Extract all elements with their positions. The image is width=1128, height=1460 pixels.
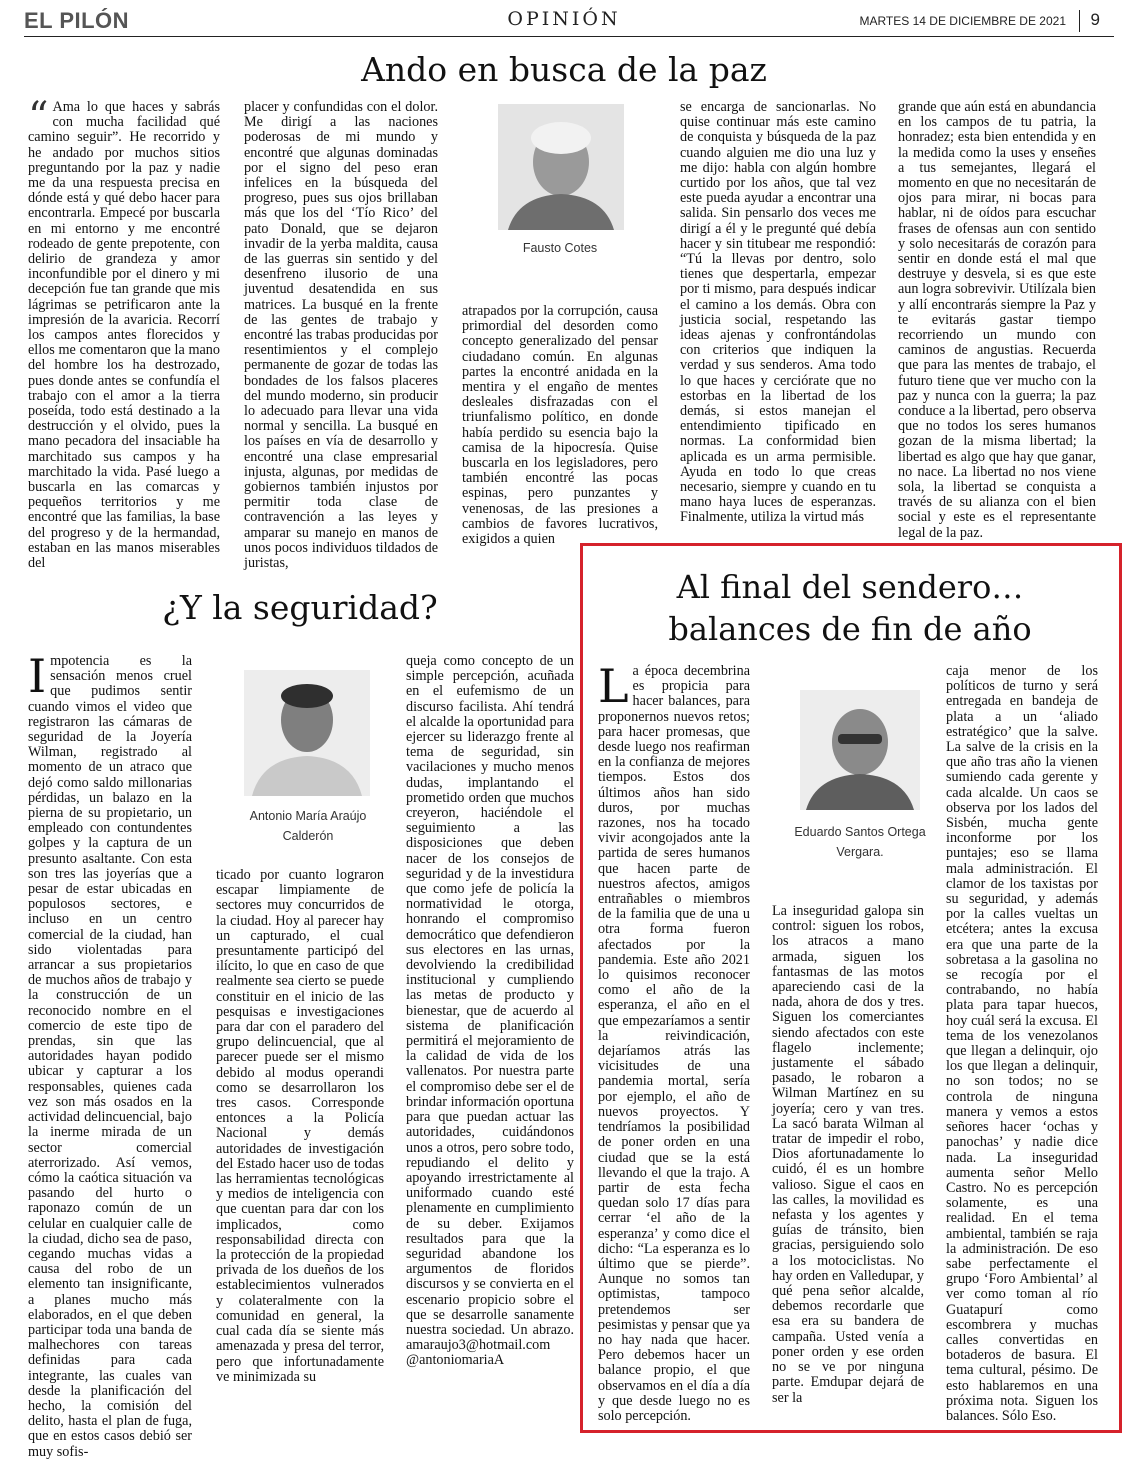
- article-2-column-2: ticado por cuanto lograron escapar limpiamente de sectores muy concurridos de la ciudad. Hoy al parecer hay un capturado, el cual presuntamente participó del ilícito, lo que en caso de que realmente sea cierto se puede constituir en el inicio de las pesquisas e investigaciones para dar con el paradero del grupo delincuencial, que al parecer puede ser el mismo debido al modus operandi como se desarrollaron los tres casos. Corresponde entonces a la Policía Nacional y demás autoridades de investigación del Estado hacer uso de todas las herramientas tecnológicas y medios de inteligencia con que cuentan para dar con los implicados, como responsabilidad directa con la protección de la propiedad privada de los dueños de los establecimientos vulnerados y colateralmente con la comunidad en general, la cual cada día se siente más amenazada y presa del terror, pero que infortunadamente ve minimizada su: [216, 867, 384, 1385]
- author-photo-fausto-cotes: [498, 104, 624, 230]
- article-3-title: Al final del sendero… balances de fin de año: [668, 568, 1032, 648]
- article-2-title: ¿Y la seguridad?: [162, 588, 438, 627]
- newspaper-logo: EL PILÓN: [24, 8, 130, 33]
- article-2-column-1: Impotencia es la sensación menos cruel que pudimos sentir cuando vimos el video que registraron las cámaras de seguridad de la Joyería Wilman, registrado al momento de un atraco que dejó como saldo millonarias pérdidas, un balazo en la pierna de su propietario, un empleado con contundentes golpes y la captura de un presunto asaltante. Con esta son tres las joyerías que a pesar de estar ubicadas en populosos sectores, e incluso en un centro comercial de la ciudad, han sido violentadas para arrancar a sus propietarios de muchos años de trabajo y la construcción de un reconocido nombre en el comercio de este tipo de prendas, sin que las autoridades hayan podido ubicar y capturar a los responsables, quienes cada vez son más osados en la actividad delincuencial, bajo la inerme mirada de un sector comercial aterrorizado. Así vemos, cómo la caótica situación va pasando del hurto o raponazo común de un celular en cualquier calle de la ciudad, dicho sea de paso, cegando muchas vidas a causa del robo de un elemento tan insignificante, a planes mucho más elaborados, en el que deben participar toda una banda de malhechores con tareas definidas para cada integrante, las cuales van desde la planificación del hecho, la comisión del delito, hasta el plan de fuga, que en estos casos debió ser muy sofis-: [28, 649, 192, 1460]
- drop-cap: L: [598, 659, 629, 713]
- article-1-column-1: “ Ama lo que haces y sabrás con mucha facilidad qué camino seguir”. He recorrido y he andado por muchos sitios preguntando por la paz y nadie me da una respuesta precisa en dónde está y qué debo hacer para encontrarla. Empecé por buscarla en mi entorno y me encontré rodeado de gente prepotente, con delirio de grandeza y amor inconfundible por el dinero y mi decepción fue tan grande que mis lágrimas se petrificaron ante la impresión de la avaricia. Recorrí los campos antes florecidos y ellos me comentaron que la mano del hombre los ha destrozado, pues donde antes se confundía el trabajo con el amor a la tierra poseída, todo está destinado a la destrucción y el olvido, pues la mano pecadora del insaciable ha marchitado sus campos y ha marchitado la vida. Pasé luego a buscarla en las comarcas y pequeños territorios y me encontré que las familias, la base del progreso y de la hermandad, estaban en las manos miserables del: [28, 94, 220, 572]
- author-photo-antonio-araujo: [244, 670, 370, 796]
- article-3-column-2: La inseguridad galopa sin control: siguen los robos, los atracos a mano armada, siguen los fantasmas de las motos apareciendo casi de la nada, ahora de dos y tres. Siguen los comerciantes siendo afectados con este flagelo inclemente; justamente el sábado pasado, le robaron a Wilman Martínez en su joyería; cero y van tres. La sacó barata Wilman al tratar de impedir el robo, Dios afortunadamente lo cuidó, él es un hombre valioso. Sigue el caos en las calles, la movilidad es nefasta y los agentes y guías de tránsito, bien gracias, persiguiendo solo a los motociclistas. No hay orden en Valledupar, y qué pena señor alcalde, debemos recordarle que esa era su bandera de campaña. Usted venía a poner orden y ese orden no se ve por ninguna parte. Emdupar dejará de ser la: [772, 903, 924, 1406]
- article-1-author: Fausto Cotes: [522, 241, 598, 255]
- article-1-column-5: grande que aún está en abundancia en los campos de tu patria, la honradez; esta bien entendida y en la medida como la uses y enseñes a tus semejantes, llegará el momento en que no necesitarán de ojos para mirar, ni bocas para hablar, ni de oídos para escuchar frases de ofensas aun con sentido y solo necesitarás de corazón para sentir en donde está el mal que destruye y desvela, si es que este aun logra sobrevivir. Utilízala bien y allí encontrarás siempre la Paz y te evitarás gastar tiempo recorriendo un mundo con caminos de angustias. Recuerda que para las mentes de trabajo, el futuro tiene que ver mucho con la paz y nunca con la guerra; la paz conduce a la libertad, pero observa que no todos los seres humanos gozan de la misma libertad; la libertad es algo que hay que ganar, no nace. La libertad no nos viene sola, la libertad se conquista a través de su alianza con el bien social y este es el representante legal de la paz.: [898, 99, 1096, 541]
- article-2-author: Antonio María Araújo Calderón: [249, 809, 367, 843]
- page-separator: [1079, 10, 1080, 32]
- article-1-title: Ando en busca de la paz: [361, 50, 767, 89]
- article-3-column-3: caja menor de los políticos de turno y será entregada en bandeja de plata a un ‘aliado estratégico’ que la salve. La salve de la crisis en la que año tras año la vienen sumiendo cada gerente y cada alcalde. Un caos se observa por los lados del Sisbén, mucha gente inconforme por los puntajes; eso se llama mala administración. El clamor de los taxistas por su seguridad, y además por la calles vueltas un etcétera; antes la excusa era que una parte de la sobretasa a la gasolina no se recogía por el contrabando, no había plata para tapar huecos, hoy cuál será la excusa. El tema de los venezolanos que llegan a delinquir, ojo los que llegan a delinquir, no son todos; no se controla de ninguna manera y vemos a estos señores hacer ‘ochas y panochas’ y nadie dice nada. La inseguridad aumenta señor Mello Castro. No es percepción solamente, es una realidad. En el tema ambiental, también se raja la administración. De eso sabe perfectamente el grupo ‘Foro Ambiental’ al ver como toman al río Guatapurí como escombrera y muchas calles convertidas en botaderos de basura. El tema cultural, pésimo. De esto hablaremos en una próxima nota. Siguen los balances. Sólo Eso.: [946, 663, 1098, 1424]
- article-2-column-3: queja como concepto de un simple percepción, acuñada en el eufemismo de un discurso facilista. Ahí tendrá el alcalde la oportunidad para ejercer su liderazgo frente al tema de seguridad, sin vacilaciones y mucho menos dudas, implantando el prometido orden que muchos creyeron, haciéndole el seguimiento a las disposiciones que deben nacer de los consejos de seguridad y de la investidura que como jefe de policía la normatividad le otorga, honrando el compromiso democrático que defendieron sus electores en las urnas, devolviendo la credibilidad institucional y cumpliendo las metas de producto y bienestar, que de acuerdo al sistema de planificación permitirá el mejoramiento de la calidad de vida de los vallenatos. Por nuestra parte el compromiso debe ser el de brindar información oportuna para que puedan actuar las autoridades, cuidándonos unos a otros, pero sobre todo, repudiando el delito y apoyando irrestrictamente al uniformado cuando esté plenamente en cumplimiento de su deber. Exijamos resultados para que la seguridad abandone los argumentos de floridos discursos y se convierta en el escenario propicio sobre el que se desarrolle sanamente nuestra sociedad. Un abrazo. amaraujo3@hotmail.com @antoniomariaA: [406, 653, 574, 1369]
- article-3-author: Eduardo Santos Ortega Vergara.: [794, 825, 926, 859]
- drop-cap: I: [28, 649, 47, 703]
- issue-date: MARTES 14 DE DICIEMBRE DE 2021: [859, 14, 1066, 28]
- article-1-column-2: placer y confundidas con el dolor. Me dirigí a las naciones poderosas de mi mundo y encontré que algunas dominadas por el signo del peso eran infelices en la búsqueda del progreso, pues sus ojos brillaban más que los del ‘Tío Rico’ del pato Donald, que se dejaron invadir de la yerba maldita, causa de las guerras sin sentido y del desenfreno ilusorio de una juventud desatendida en sus matrices. La busqué en la frente de las gentes de trabajo y encontré las trabas producidas por resentimientos y el complejo permanente de gozar de todas las bondades de los falsos placeres del mundo moderno, sin producir lo adecuado para llevar una vida normal y sencilla. La busqué en los países en vía de desarrollo y encontré una clase empresarial injusta, algunas, por medidas de gobiernos también injustos por permitir toda clase de contravención a las leyes y amparar su manejo en manos de unos pocos individuos tildados de juristas,: [244, 99, 438, 572]
- page-number: 9: [1090, 10, 1100, 29]
- section-title: OPINIÓN: [507, 8, 621, 30]
- article-3-column-1: La época decembrina es propicia para hacer balances, para proponernos nuevos retos; para hacer promesas, que desde luego nos reafirman en la confianza de mejores tiempos. Estos dos últimos años han sido duros, por muchas razones, nos ha tocado vivir acongojados ante la partida de seres humanos que hacen parte de nuestros afectos, amigos entrañables o miembros de la familia que de una u otra forma fueron afectados por la pandemia. Este año 2021 lo quisimos reconocer como el año de la esperanza, el año en el que empezaríamos a sentir la reivindicación, dejaríamos atrás las vicisitudes de una pandemia mortal, sería por ejemplo, el año de nuevos proyectos. Y tendríamos la posibilidad de poner orden en una ciudad que se la está llevando el que la trajo. A partir de esta fecha quedan solo 17 días para cerrar ‘el año de la esperanza’ y como dice el dicho: “La esperanza es lo último que se pierde”. Aunque no somos tan optimistas, tampoco pretendemos ser pesimistas y pensar que ya no hay nada que hacer. Pero debemos hacer un balance propio, el que observamos en el día a día y que desde luego no es solo percepción.: [598, 659, 750, 1424]
- opening-quote: “: [28, 94, 49, 140]
- header-rule: [24, 36, 1114, 37]
- article-1-column-4: se encarga de sancionarlas. No quise continuar más este camino de conquista y búsqueda de la paz cuando alguien me dio una luz y me dijo: habla con algún hombre curtido por los años, que tal vez este pueda ayudar a encontrar una salida. Sin pensarlo dos veces me dirigí a él y le pregunté qué debía hacer y sin titubear me respondió: “Tú la llevas por dentro, solo tienes que despertarla, empezar por ti mismo, para después indicar el camino a los demás. Obra con justicia social, respetando las ideas ajenas y confrontándolas con criterios que indiquen la verdad y sus senderos. Ama todo lo que haces y cerciórate que no estorbas en la libertad de los demás, si estos manejan el entendimiento tipificado en normas. La conformidad bien aplicada es un arma permisible. Ayuda en todo lo que creas necesario, siempre y cuando en tu mano haya luces de esperanzas. Finalmente, utiliza la virtud más: [680, 99, 876, 526]
- article-1-column-3: atrapados por la corrupción, causa primordial del desorden como concepto generalizado del pensar ciudadano común. En algunas partes la encontré anidada en la mentira y el engaño de mentes desleales disfrazadas con el triunfalismo político, en donde había perdido su esencia bajo la camisa de la hipocresía. Quise buscarla en los legisladores, pero también encontré las pocas espinas, pero punzantes y venenosas, de las presiones a cambios de favores lucrativos, exigidos a quien: [462, 303, 658, 548]
- author-photo-eduardo-santos: [800, 690, 920, 810]
